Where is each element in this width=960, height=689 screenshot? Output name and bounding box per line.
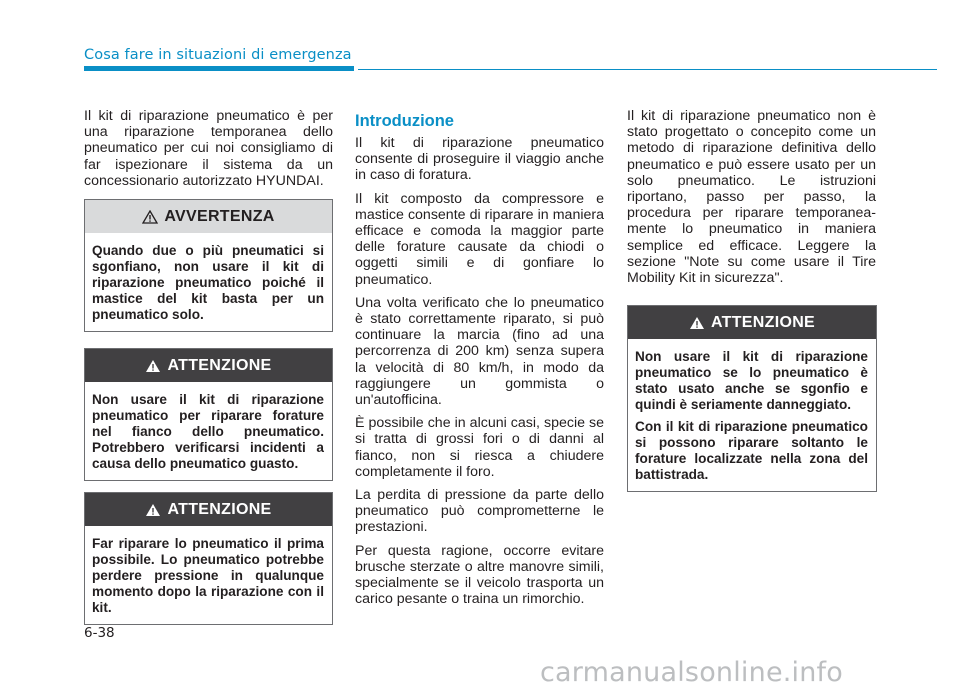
column-right [627,108,876,293]
caution-box-title: ATTENZIONE [167,500,272,518]
body-paragraph: Una volta verificato che lo pneumatico è stato correttamente riparato, si può continuare la marcia (fino ad una percorrenza di 200 km) senza supera la velocità di 80 km/h, in modo da raggiungere un gommista o un'autofficina. [355,294,604,409]
warning-box-text: Quando due o più pneumatici si sgonfiano, non usare il kit di riparazione pneumatico poiché il mastice del kit basta per un pneumatico solo. [92,243,324,322]
caution-box-title: ATTENZIONE [167,356,272,374]
caution-box-title: ATTENZIONE [710,313,816,331]
section-header-title: Cosa fare in situazioni di emergenza [84,47,352,63]
warning-box-title: AVVERTENZA [164,207,275,225]
caution-box-header [628,306,876,339]
body-paragraph: Per questa ragione, occorre evitare brusche sterzate o altre manovre simili, specialmente se il veicolo trasporta un carico pesante o traina un rimorchio. [355,542,604,608]
caution-box-text: Con il kit di riparazione pneumatico si possono riparare soltanto le forature localizzate nella zona del battistrada. [635,419,868,482]
body-paragraph: È possibile che in alcuni casi, specie se si tratta di grossi fori o di danni al fianco, non si riesca a chiudere completamente il foro. [355,415,604,480]
caution-box-1 [84,348,333,481]
intro-paragraph: Il kit di riparazione pneumatico è per una riparazione temporanea dello pneumatico per cui noi consigliamo di far ispezionare il sistema da un concessionario autorizzato HYUNDAI. [84,108,333,189]
warning-box-header [85,200,332,233]
caution-box-text: Far riparare lo pneumatico il prima possibile. Lo pneumatico potrebbe perdere pressione in qualunque momento dopo la riparazione con il kit. [92,536,324,615]
body-paragraph: Il kit composto da compressore e mastice consente di riparare in maniera efficace e comoda la maggior parte delle forature causate da chiodi o oggetti simili e di gonfiare lo pneumatico. [355,190,604,288]
warning-triangle-icon [689,316,705,330]
intro-paragraph: Il kit di riparazione pneumatico non è stato progettato o concepito come un metodo di riparazione definitiva dello pneumatico e può essere usato per un solo pneumatico. Le istruzioni riportano, passo per passo, la procedura per riparare temporaneamente lo pneumatico in maniera semplice ed efficace. Leggere la sezione "Note su come usare il Tire Mobility Kit in sicurezza". [627,108,876,287]
warning-triangle-icon [142,210,158,224]
column-middle [355,111,604,614]
warning-triangle-icon [145,359,161,373]
caution-box-header [85,493,332,526]
section-title-introduzione: Introduzione [355,112,454,130]
caution-box-text: Non usare il kit di riparazione pneumatico se lo pneumatico è stato usato anche se sgonfio e quindi è seriamente danneggiato. [635,349,868,412]
caution-box-text: Non usare il kit di riparazione pneumatico per riparare forature nel fianco dello pneumatico. Potrebbero verificarsi incidenti a causa dello pneumatico guasto. [92,392,324,471]
column-left [84,108,333,196]
warning-triangle-icon [145,503,161,517]
caution-box-2 [84,492,333,625]
page-number: 6-38 [84,625,115,641]
caution-box-3 [627,305,877,492]
body-paragraph: Il kit di riparazione pneumatico consente di proseguire il viaggio anche in caso di foratura. [355,135,604,184]
caution-box-header [85,349,332,382]
header-rule [358,69,937,70]
warning-box-avvertenza [84,199,333,332]
body-paragraph: La perdita di pressione da parte dello pneumatico può comprometterne le prestazioni. [355,487,604,536]
header-accent-bar [84,66,354,71]
watermark: carmanualsonline.info [540,657,843,688]
